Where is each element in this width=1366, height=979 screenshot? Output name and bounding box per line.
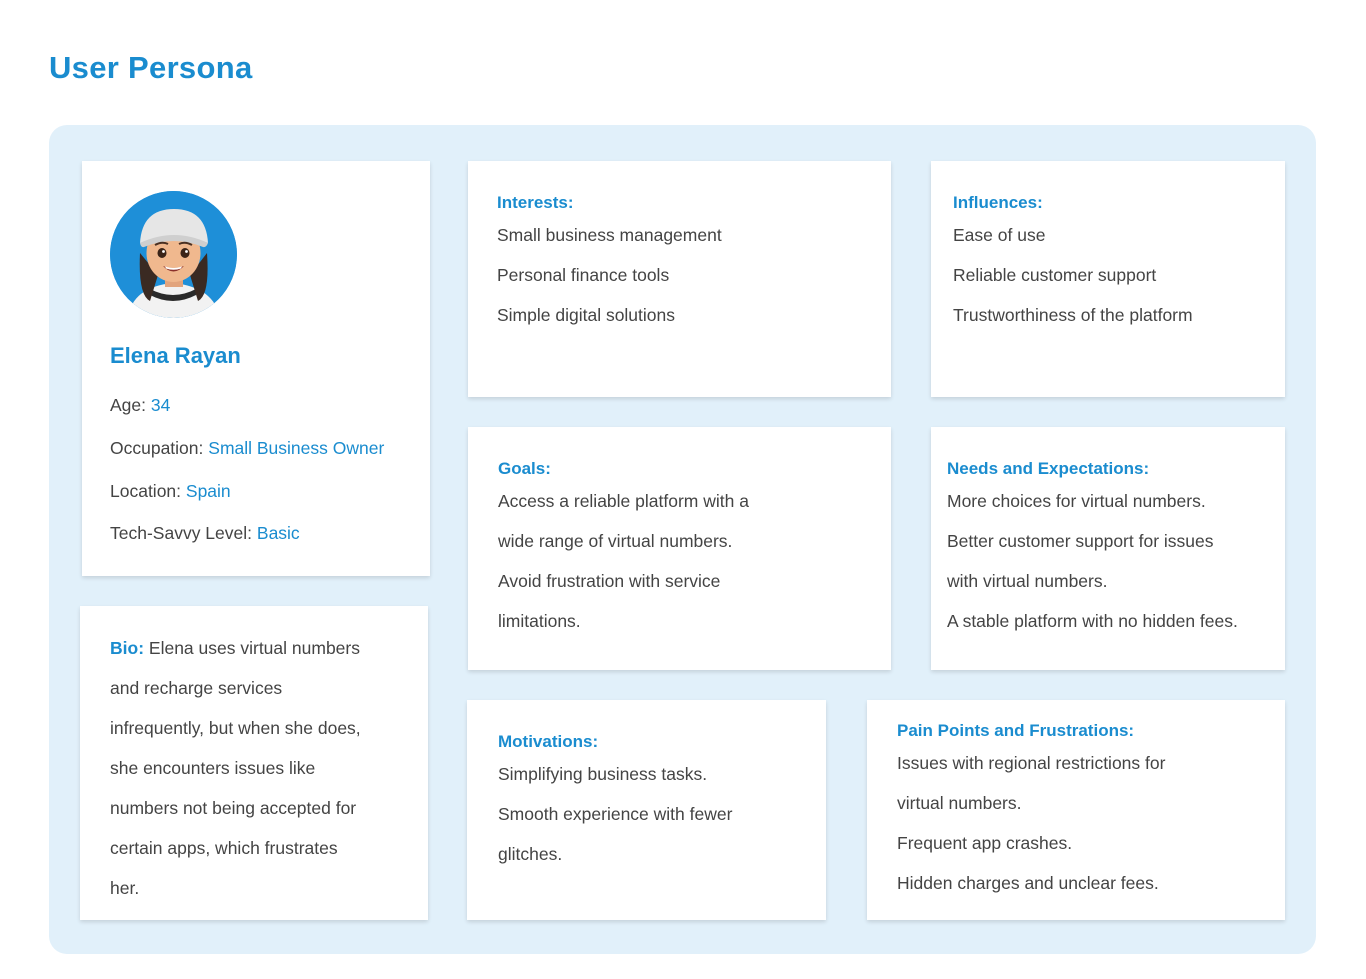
bio-line: and recharge services	[110, 678, 283, 698]
bio-label: Bio:	[110, 638, 145, 658]
bio-line: certain apps, which frustrates	[110, 838, 338, 858]
interests-title: Interests:	[497, 193, 574, 212]
list-item: Smooth experience with fewer	[498, 804, 733, 824]
fact-age	[110, 395, 170, 416]
bio-line: numbers not being accepted for	[110, 798, 357, 818]
fact-value: Basic	[256, 523, 300, 543]
list-item: Access a reliable platform with a	[498, 491, 749, 511]
influences-card	[931, 161, 1285, 397]
list-item: A stable platform with no hidden fees.	[947, 611, 1238, 631]
pain-points-title: Pain Points and Frustrations:	[897, 721, 1135, 740]
fact-value: Small Business Owner	[208, 438, 385, 458]
needs-card	[931, 427, 1285, 670]
fact-occupation	[110, 438, 384, 459]
list-item: limitations.	[498, 611, 581, 631]
interests-list	[497, 215, 722, 335]
bio-line: her.	[110, 878, 140, 898]
influences-title: Influences:	[953, 193, 1043, 212]
fact-label: Occupation:	[110, 438, 204, 458]
profile-card	[82, 161, 430, 576]
motivations-title: Motivations:	[498, 732, 599, 751]
fact-label: Age:	[110, 395, 146, 415]
needs-list	[947, 481, 1238, 641]
fact-label: Location:	[110, 481, 182, 501]
bio-card	[80, 606, 428, 920]
list-item: glitches.	[498, 844, 563, 864]
motivations-list	[498, 754, 732, 874]
list-item: Reliable customer support	[953, 265, 1157, 285]
list-item: Hidden charges and unclear fees.	[897, 873, 1159, 893]
list-item: Simplifying business tasks.	[498, 764, 708, 784]
influences-list	[953, 215, 1193, 335]
list-item: wide range of virtual numbers.	[498, 531, 733, 551]
list-item: Ease of use	[953, 225, 1046, 245]
fact-tech-savvy	[110, 523, 300, 544]
list-item: virtual numbers.	[897, 793, 1022, 813]
list-item: Simple digital solutions	[497, 305, 676, 325]
goals-card	[468, 427, 891, 670]
fact-value: Spain	[185, 481, 231, 501]
persona-panel	[49, 125, 1316, 954]
list-item: with virtual numbers.	[947, 571, 1108, 591]
bio-line: infrequently, but when she does,	[110, 718, 361, 738]
needs-title: Needs and Expectations:	[947, 459, 1150, 478]
list-item: Better customer support for issues	[947, 531, 1214, 551]
interests-card	[468, 161, 891, 397]
list-item: Frequent app crashes.	[897, 833, 1073, 853]
pain-points-list	[897, 743, 1165, 903]
avatar-memoji-icon	[110, 191, 237, 318]
fact-value: 34	[150, 395, 171, 415]
list-item: Personal finance tools	[497, 265, 670, 285]
fact-location	[110, 481, 231, 502]
goals-title: Goals:	[498, 459, 551, 478]
bio-text	[110, 628, 410, 908]
list-item: Small business management	[497, 225, 722, 245]
list-item: Trustworthiness of the platform	[953, 305, 1193, 325]
bio-line: Elena uses virtual numbers	[148, 638, 360, 658]
list-item: Issues with regional restrictions for	[897, 753, 1166, 773]
page-title: User Persona	[49, 50, 253, 85]
list-item: Avoid frustration with service	[498, 571, 721, 591]
goals-list	[498, 481, 749, 641]
motivations-card	[467, 700, 826, 920]
fact-label: Tech-Savvy Level:	[110, 523, 253, 543]
pain-points-card	[867, 700, 1285, 920]
list-item: More choices for virtual numbers.	[947, 491, 1206, 511]
bio-line: she encounters issues like	[110, 758, 316, 778]
persona-name: Elena Rayan	[110, 343, 241, 368]
